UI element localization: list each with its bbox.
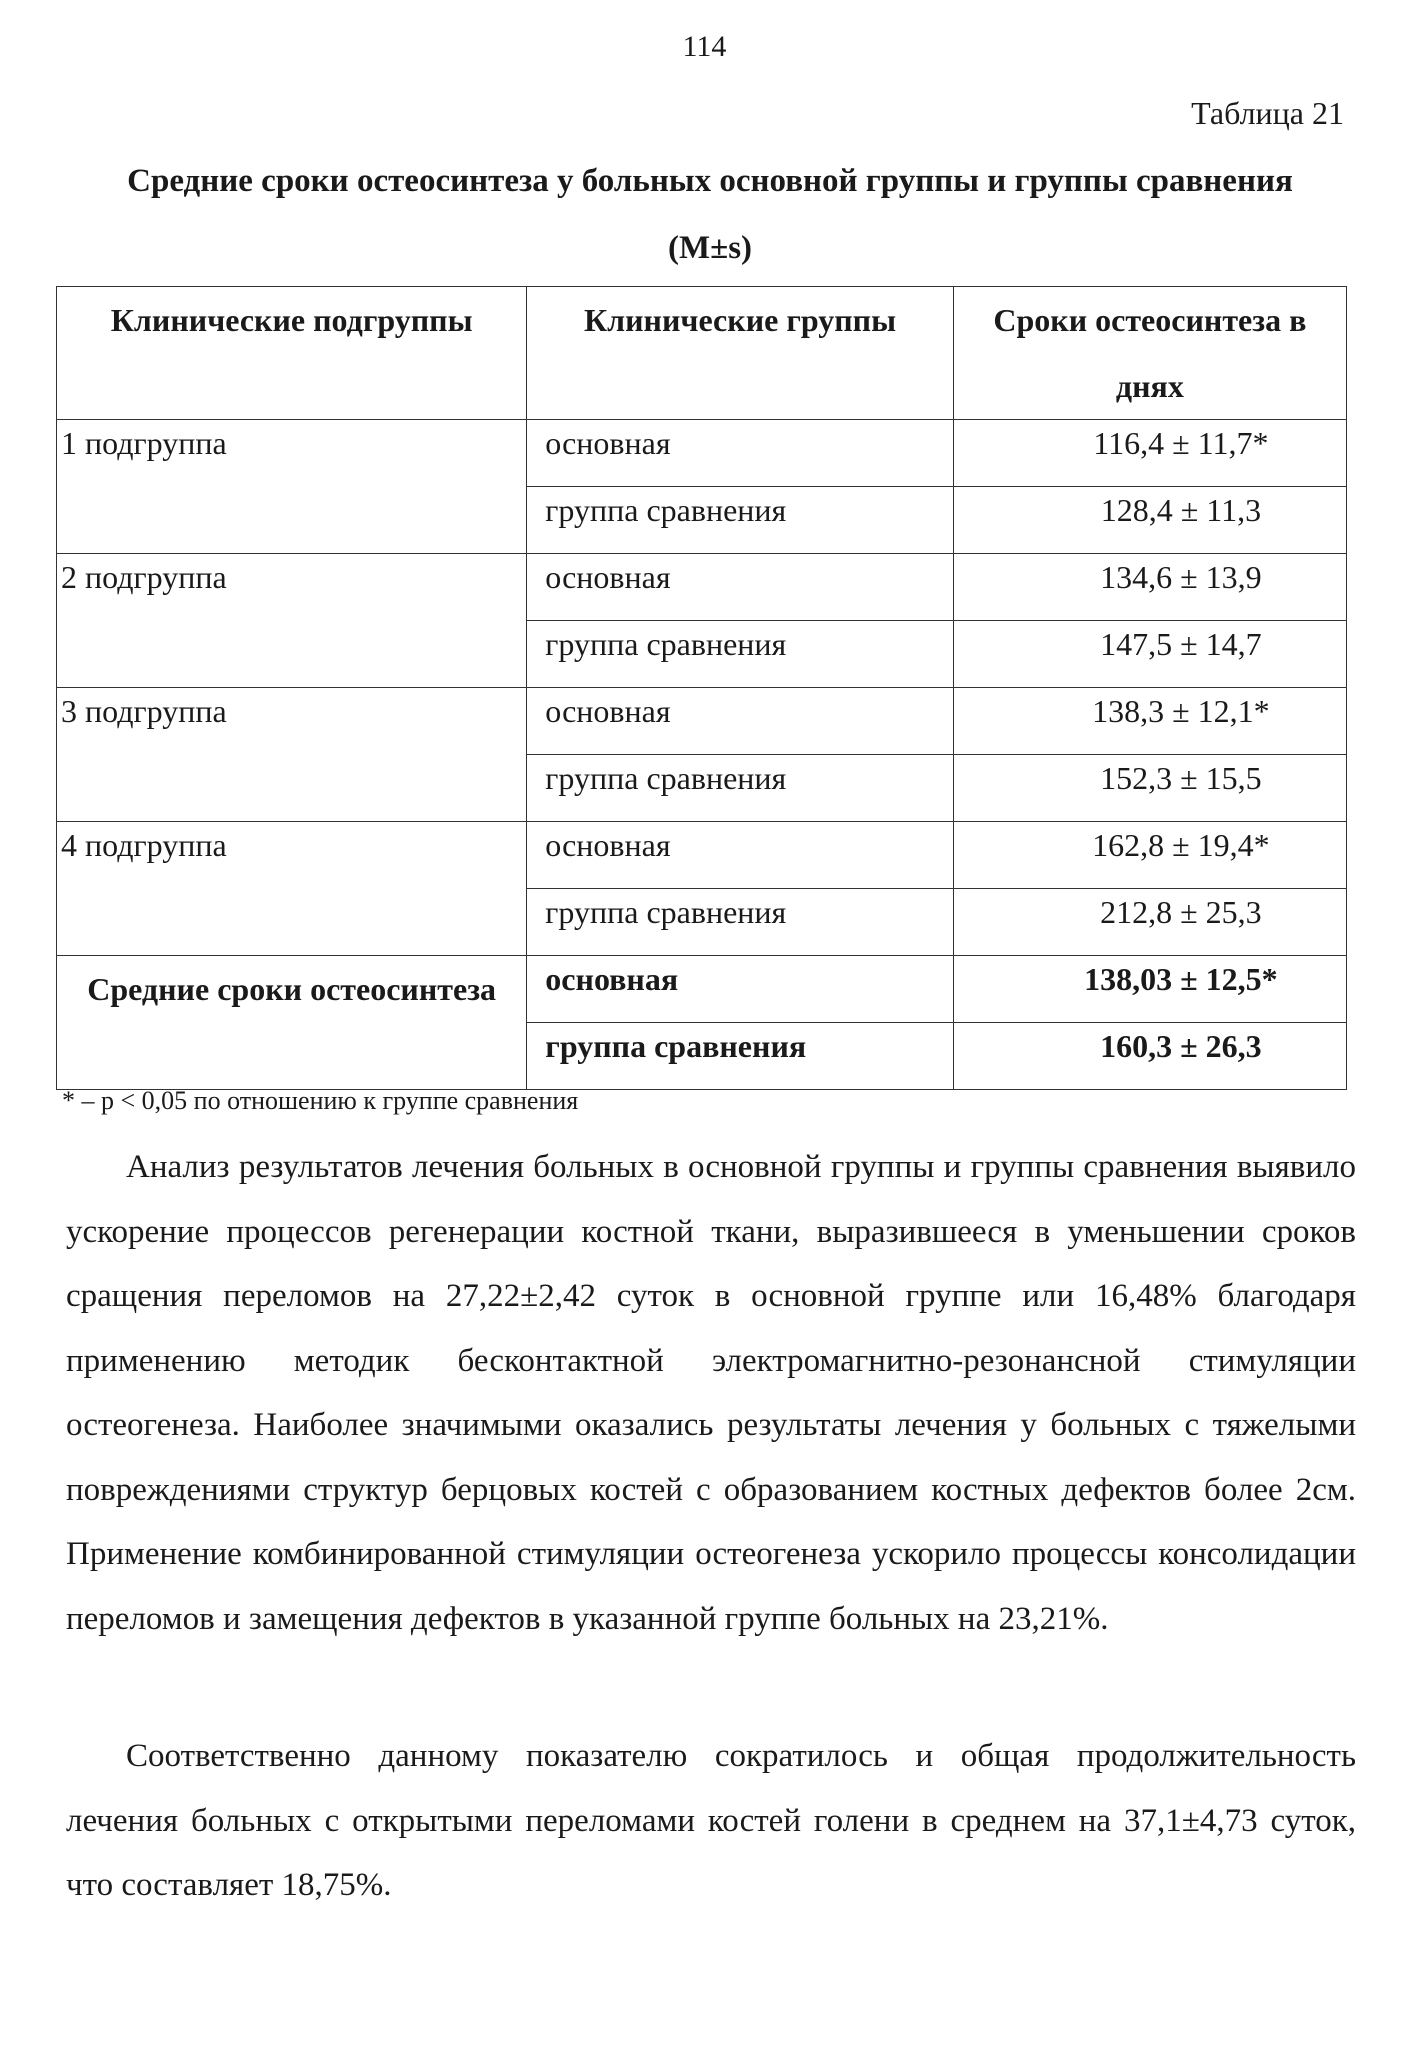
group-cell: основная (527, 420, 953, 487)
subgroup-cell: 2 подгруппа (57, 554, 527, 688)
table-row (57, 554, 1347, 621)
body-paragraph: Соответственно данному показателю сократилось и общая продолжительность лечения больных с открытыми переломами костей голени в среднем на 37,1±4,73 суток, что составляет 18,75%. (66, 1738, 1356, 1903)
value-cell: 128,4 ± 11,3 (953, 487, 1346, 554)
total-group-cell: основная (527, 956, 953, 1023)
table-row (57, 420, 1347, 487)
body-paragraph: Анализ результатов лечения больных в основной группы и группы сравнения выявило ускорение процессов регенерации костной ткани, выразившееся в уменьшении сроков сращения переломов на 27,22±2,42 суток в основной группе или 16,48% благодаря применению методик бесконтактной электромагнитно-резонансной стимуляции остеогенеза. Наиболее значимыми оказались результаты лечения у больных с тяжелыми повреждениями структур берцовых костей с образованием костных дефектов более 2см. Применение комбинированной стимуляции остеогенеза ускорило процессы консолидации переломов и замещения дефектов в указанной группе больных на 23,21%. (66, 1149, 1356, 1637)
value-cell: 212,8 ± 25,3 (953, 889, 1346, 956)
table-title: Средние сроки остеосинтеза у больных основной группы и группы сравнения (M±s) (127, 163, 1293, 266)
total-value-cell: 138,03 ± 12,5* (953, 956, 1346, 1023)
value-cell: 116,4 ± 11,7* (953, 420, 1346, 487)
value-cell: 134,6 ± 13,9 (953, 554, 1346, 621)
group-cell: группа сравнения (527, 755, 953, 822)
header-groups: Клинические группы (527, 287, 953, 420)
value-cell: 147,5 ± 14,7 (953, 621, 1346, 688)
table-header-row (57, 287, 1347, 420)
total-group-cell: группа сравнения (527, 1023, 953, 1090)
value-cell: 152,3 ± 15,5 (953, 755, 1346, 822)
header-duration: Сроки остеосинтеза в днях (953, 287, 1346, 420)
group-cell: основная (527, 822, 953, 889)
table-row (57, 822, 1347, 889)
group-cell: группа сравнения (527, 487, 953, 554)
header-subgroups: Клинические подгруппы (57, 287, 527, 420)
value-cell: 138,3 ± 12,1* (953, 688, 1346, 755)
total-value-cell: 160,3 ± 26,3 (953, 1023, 1346, 1090)
data-table (56, 286, 1347, 1090)
table-footnote: * – p < 0,05 по отношению к группе сравнения (62, 1086, 579, 1115)
group-cell: основная (527, 554, 953, 621)
group-cell: основная (527, 688, 953, 755)
group-cell: группа сравнения (527, 889, 953, 956)
page-number: 114 (682, 30, 727, 63)
subgroup-cell: 1 подгруппа (57, 420, 527, 554)
table-label: Таблица 21 (1191, 95, 1344, 131)
total-label-cell: Средние сроки остеосинтеза (57, 956, 527, 1090)
subgroup-cell: 4 подгруппа (57, 822, 527, 956)
subgroup-cell: 3 подгруппа (57, 688, 527, 822)
table-row (57, 688, 1347, 755)
group-cell: группа сравнения (527, 621, 953, 688)
value-cell: 162,8 ± 19,4* (953, 822, 1346, 889)
total-row (57, 956, 1347, 1023)
